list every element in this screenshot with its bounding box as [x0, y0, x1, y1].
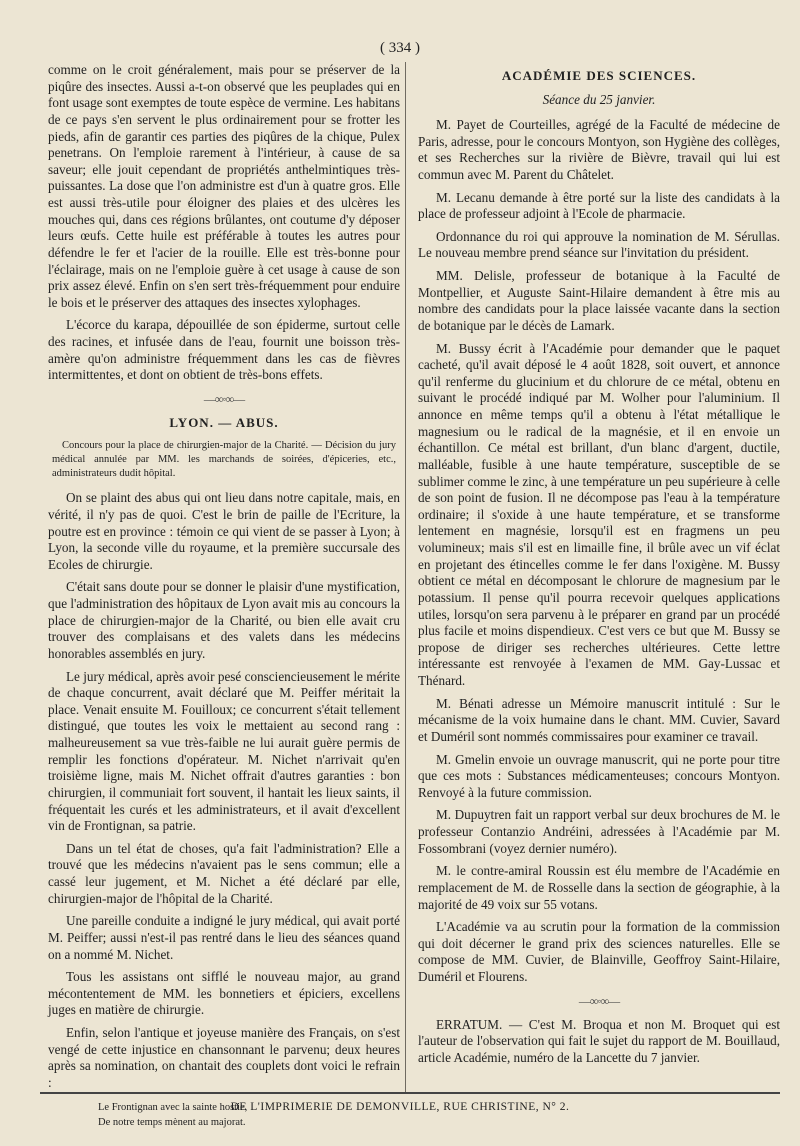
verse-line: De notre temps mènent au majorat.: [98, 1117, 246, 1129]
paragraph-lyon-1: On se plaint des abus qui ont lieu dans notre capitale, mais, en vérité, il n'y pas de quoi. C'est le brin de paille de l'Ecriture, la poutre est en province : témoin ce qui vient de se passer à Lyon; à Lyon, la seconde ville du royaume, et la première succursale des Ecoles de chirurgie.: [48, 490, 400, 572]
article-summary: Concours pour la place de chirurgien-major de la Charité. — Décision du jury médical annulée par MM. les marchands de soirées, d'épiceries, etc., administrateurs dudit hôpital.: [52, 440, 396, 479]
paragraph-academie-3: Ordonnance du roi qui approuve la nomination de M. Sérullas. Le nouveau membre prend séance sur l'invitation du président.: [418, 228, 780, 261]
session-date: Séance du 25 janvier.: [542, 92, 656, 108]
paragraph-lyon-3: Le jury médical, après avoir pesé consciencieusement le mérite de chaque concurrent, avait déclaré que M. Peiffer méritait la place. Venait ensuite M. Fouilloux; ce concurrent s'était tellement distingué, que toutes les voix le mettaient au second rang : malheureusement sa vue très-faible ne lui aurait guère permis de remplir les fonctions d'opérateur. M. Nichet n'arrivait qu'en troisième ligne, mais M. Nichet offrait d'autres garanties : bon chirurgien, il communiait fort souvent, il hantait les lieux saints, il fréquentait les curés et les administrateurs, et il avait d'excellent vin de Frontignan, sa patrie.: [48, 668, 400, 834]
paragraph-academie-5: M. Bussy écrit à l'Académie pour demander que le paquet cacheté, qu'il avait déposé le 4 août 1828, soit ouvert, et annonce qu'il renferme du glucinium et du chlorure de ce métal, obtenu en suivant le procédé indiqué par M. Wolher pour l'aluminium. Il annonce en même temps qu'il a obtenu à l'état métallique le magnesium ou le radical de la magnésie, et il en envoie un échantillon. Ce métal est brillant, d'un blanc d'argent, ductile, malléable, fusible à une haute température, susceptible de se sublimer comme le zinc, à une température un peu supérieure à celle de son point de fusion. Il ne décompose pas l'eau à la température ordinaire; il s'oxide à une haute température, et se transforme lentement en magnésie, lorsqu'il est en fragmens un peu volumineux; mais s'il est en limaille fine, il brûle avec un vif éclat en projetant des étincelles comme le fer dans l'oxigène. M. Bussy obtient ce métal en décomposant le chlorure de magnesium par le potassium. Il pense qu'il pourra recevoir quelques applications utiles, lorsqu'on sera parvenu à le préparer en grand par un procédé plus facile et moins dispendieux. C'est vers ce but que M. Bussy se propose de diriger ses recherches ultérieures. Cette lettre intéressante est renvoyée à l'examen de MM. Gay-Lussac et Thénard.: [418, 340, 780, 688]
section-title-academie: ACADÉMIE DES SCIENCES.: [501, 68, 697, 83]
paragraph-lyon-2: C'était sans doute pour se donner le plaisir d'une mystification, que l'administration des hôpitaux de Lyon avait mis au concours la place de chirurgien-major de la Charité, ou bien elle avait cru trouver des complaisans et des valets dans les médecins honorables assemblés en jury.: [48, 579, 400, 661]
paragraph-academie-1: M. Payet de Courteilles, agrégé de la Faculté de médecine de Paris, adresse, pour le concours Montyon, son Hygiène des collèges, et ses Recherches sur la rivière de Bièvre, travail qui lui est commun avec M. Parent du Châtelet.: [418, 117, 780, 182]
paragraph-lyon-4: Dans un tel état de choses, qu'a fait l'administration? Elle a trouvé que les médecins n'avaient pas le sens commun; elle a cassé leur jugement, et M. Nichet a été déclaré par elle, chirurgien-major de l'hôpital de la Charité.: [48, 840, 400, 906]
paragraph-academie-7: M. Gmelin envoie un ouvrage manuscrit, qui ne porte pour titre que ces mots : Substances médicamenteuses; concours Montyon. Renvoyé à la future commission.: [418, 751, 780, 800]
paragraph-academie-4: MM. Delisle, professeur de botanique à la Faculté de Montpellier, et Auguste Saint-Hilaire demandent à être mis au nombre des candidats pour la place laissée vacante dans la section de botanique par le décès de Lamark.: [418, 268, 780, 333]
paragraph-academie-9: M. le contre-amiral Roussin est élu membre de l'Académie en remplacement de M. de Rosselle dans la section de géographie, à la majorité de 49 voix sur 55 votans.: [418, 863, 780, 912]
footer-rule: [40, 1092, 780, 1094]
paragraph-academie-8: M. Dupuytren fait un rapport verbal sur deux brochures de M. le professeur Contanzio Andréini, adressées à l'Académie par M. Fossombrani (voyez dernier numéro).: [418, 807, 780, 856]
section-title-lyon: LYON. — ABUS.: [169, 414, 279, 430]
right-column: [418, 62, 780, 1073]
ornament-divider: —∞◦∞—: [203, 391, 245, 406]
paragraph-lyon-6: Tous les assistans ont sifflé le nouveau major, au grand mécontentement de MM. les bonnetiers et épiciers, excellens juges en matière de chirurgie.: [48, 969, 400, 1018]
paragraph-academie-2: M. Lecanu demande à être porté sur la liste des candidats à la place de professeur adjoint à l'Ecole de pharmacie.: [418, 189, 780, 222]
ornament-divider: —∞◦∞—: [578, 993, 620, 1008]
paragraph-lyon-7: Enfin, selon l'antique et joyeuse manière des Français, on s'est vengé de cette injustice en chansonnant le parvenu; deux heures après sa nomination, on chantait des couplets dont voici le refrain :: [48, 1025, 400, 1090]
left-column: [48, 62, 400, 1131]
printer-colophon: DE L'IMPRIMERIE DE DEMONVILLE, RUE CHRISTINE, N° 2.: [230, 1101, 570, 1113]
verse-line: Le Frontignan avec la sainte hostie,: [98, 1101, 248, 1113]
paragraph-karapa-1: comme on le croit généralement, mais pour se préserver de la piqûre des insectes. Aussi a-t-on observé que les peuplades qui en font usage sont exemptes de toute espèce de vermine. Les habitans de ce pays s'en servent le plus ordinairement pour se frotter les pieds, afin de garantir ces parties des piqûres de la chique, Pulex penetrans. On l'emploie rarement à l'intérieur, à cause de sa saveur; elle jouit cependant de propriétés anthelmintiques très-puissantes. La dose que l'on administre est d'un à quatre gros. Elle est aussi très-utile pour éloigner des plaies et des ulcères les mouches qui, dans ces régions brûlantes, ont coutume d'y déposer leurs œufs. Cette huile est préférable à toutes les autres pour défendre le fer et l'acier de la rouille. Elle est très-bonne pour l'éclairage, mais on ne l'emploie guère à cet usage à cause de son prix assez élevé. Enfin on s'en sert très-fréquemment pour enduire le bois et le préserver des attaques des insectes xylophages.: [48, 62, 400, 310]
paragraph-academie-6: M. Bénati adresse un Mémoire manuscrit intitulé : Sur le mécanisme de la voix humaine dans le chant. MM. Cuvier, Savard et Duméril sont nommés commissaires pour examiner ce travail.: [418, 695, 780, 744]
paragraph-academie-10: L'Académie va au scrutin pour la formation de la commission qui doit décerner le grand prix des sciences naturelles. Elle se compose de MM. Cuvier, de Blainville, Geoffroy Saint-Hilaire, Duméril et Flourens.: [418, 919, 780, 984]
paragraph-lyon-5: Une pareille conduite a indigné le jury médical, qui avait porté M. Peiffer; aussi n'est-il pas rentré dans le lieu des séances quand on a nommé M. Nichet.: [48, 913, 400, 962]
paragraph-karapa-2: L'écorce du karapa, dépouillée de son épiderme, surtout celle des racines, et infusée dans de l'eau, fournit une boisson très-amère qu'on administre fréquemment dans les cas de fièvres intermittentes, et dont on obtient de très-bons effets.: [48, 317, 400, 383]
page-number: ( 334 ): [380, 40, 420, 56]
erratum: ERRATUM. — C'est M. Broqua et non M. Broquet qui est l'auteur de l'observation qui fait le sujet du rapport de M. Bouillaud, article Académie, numéro de la Lancette du 7 janvier.: [418, 1016, 780, 1065]
column-divider: [405, 62, 406, 1092]
